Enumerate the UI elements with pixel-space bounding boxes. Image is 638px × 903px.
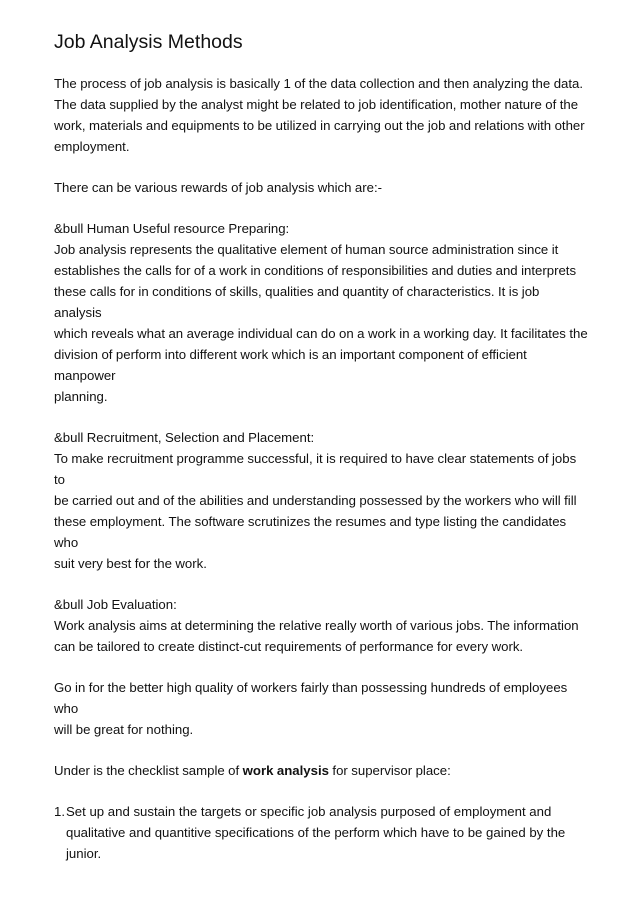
section-heading: &bull Job Evaluation:: [54, 597, 177, 612]
section-heading: &bull Recruitment, Selection and Placement:: [54, 430, 315, 445]
text-line: these employment. The software scrutinizes the resumes and type listing the candidates who: [54, 514, 567, 550]
checklist-intro-bold: work analysis: [242, 763, 329, 778]
text-line: The data supplied by the analyst might be related to job identification, mother nature of the: [54, 97, 579, 112]
text-line: establishes the calls for of a work in conditions of responsibilities and duties and interprets: [54, 263, 577, 278]
text-line: junior.: [66, 846, 102, 861]
checklist-intro-text-end: for supervisor place:: [328, 763, 451, 778]
text-line: To make recruitment programme successful, it is required to have clear statements of jobs to: [54, 451, 577, 487]
text-line: planning.: [54, 389, 108, 404]
checklist-intro-text: Under is the checklist sample of: [54, 763, 243, 778]
text-line: Job analysis represents the qualitative element of human source administration since it: [54, 242, 559, 257]
text-line: can be tailored to create distinct-cut requirements of performance for every work.: [54, 639, 524, 654]
text-line: division of perform into different work which is an important component of efficient manpower: [54, 347, 527, 383]
text-line: will be great for nothing.: [54, 722, 194, 737]
text-line: work, materials and equipments to be utilized in carrying out the job and relations with other: [54, 118, 585, 133]
section-job-evaluation: [54, 594, 588, 657]
text-line: Work analysis aims at determining the relative really worth of various jobs. The information: [54, 618, 579, 633]
section-recruitment: [54, 427, 588, 574]
text-line: Go in for the better high quality of workers fairly than possessing hundreds of employees who: [54, 680, 568, 716]
rewards-intro-paragraph: [54, 177, 588, 198]
text-line: suit very best for the work.: [54, 556, 207, 571]
text-line: The process of job analysis is basically 1 of the data collection and then analyzing the data.: [54, 76, 584, 91]
text-line: There can be various rewards of job analysis which are:-: [54, 180, 383, 195]
list-number: 1.: [54, 804, 65, 819]
intro-paragraph: [54, 73, 588, 157]
quality-paragraph: [54, 677, 588, 740]
text-line: which reveals what an average individual can do on a work in a working day. It facilitates the: [54, 326, 588, 341]
text-line: these calls for in conditions of skills, qualities and quantity of characteristics. It is job analysis: [54, 284, 540, 320]
text-line: Set up and sustain the targets or specific job analysis purposed of employment and: [66, 804, 552, 819]
text-line: employment.: [54, 139, 130, 154]
section-heading: &bull Human Useful resource Preparing:: [54, 221, 290, 236]
list-item: [54, 801, 588, 864]
section-human-resource-planning: [54, 218, 588, 407]
text-line: qualitative and quantitive specifications of the perform which have to be gained by the: [66, 825, 566, 840]
page-title: Job Analysis Methods: [54, 31, 243, 53]
checklist-intro: [54, 760, 588, 781]
text-line: be carried out and of the abilities and understanding possessed by the workers who will fill: [54, 493, 577, 508]
